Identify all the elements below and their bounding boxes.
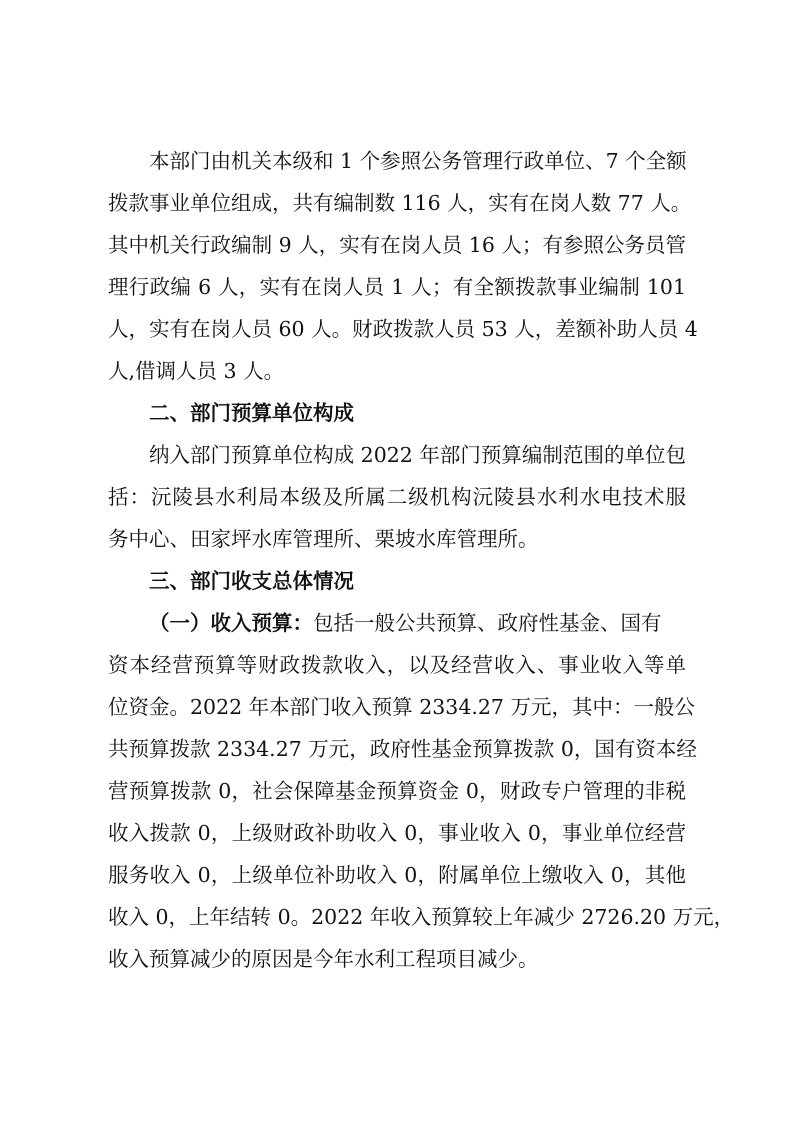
paragraph-1-line: 理行政编 6 人，实有在岗人员 1 人；有全额拨款事业编制 101 [108, 275, 686, 299]
income-budget-first-line [149, 609, 686, 637]
paragraph-2-line: 括：沅陵县水利局本级及所属二级机构沅陵县水利水电技术服 [108, 485, 686, 509]
income-budget-line: 共预算拨款 2334.27 万元，政府性基金预算拨款 0，国有资本经 [108, 737, 697, 761]
paragraph-1-line: 本部门由机关本级和 1 个参照公务管理行政单位、7 个全额 [149, 149, 687, 173]
income-budget-line: 资本经营预算等财政拨款收入，以及经营收入、事业收入等单 [108, 653, 686, 677]
paragraph-2-line: 务中心、田家坪水库管理所、栗坡水库管理所。 [108, 527, 539, 551]
income-budget-line: 收入拨款 0，上级财政补助收入 0，事业收入 0，事业单位经营 [108, 821, 686, 845]
income-budget-label: （一）收入预算： [149, 611, 313, 635]
section-heading-2: 二、部门预算单位构成 [149, 401, 354, 425]
income-budget-line: 位资金。2022 年本部门收入预算 2334.27 万元，其中：一般公 [108, 695, 695, 719]
income-budget-line: 营预算拨款 0，社会保障基金预算资金 0，财政专户管理的非税 [108, 779, 686, 803]
paragraph-1-line: 人，实有在岗人员 60 人。财政拨款人员 53 人，差额补助人员 4 [108, 317, 698, 341]
paragraph-1-line: 其中机关行政编制 9 人，实有在岗人员 16 人；有参照公务员管 [108, 233, 686, 257]
section-heading-3: 三、部门收支总体情况 [149, 569, 354, 593]
paragraph-1-line: 人,借调人员 3 人。 [108, 359, 285, 383]
income-budget-line: 收入预算减少的原因是今年水利工程项目减少。 [108, 947, 539, 971]
income-budget-line: 收入 0，上年结转 0。2022 年收入预算较上年减少 2726.20 万元， [108, 905, 735, 929]
income-budget-first-text: 包括一般公共预算、政府性基金、国有 [313, 611, 662, 635]
income-budget-line: 服务收入 0，上级单位补助收入 0，附属单位上缴收入 0，其他 [108, 863, 686, 887]
paragraph-2-line: 纳入部门预算单位构成 2022 年部门预算编制范围的单位包 [149, 443, 686, 467]
paragraph-1-line: 拨款事业单位组成，共有编制数 116 人，实有在岗人数 77 人。 [108, 191, 692, 215]
